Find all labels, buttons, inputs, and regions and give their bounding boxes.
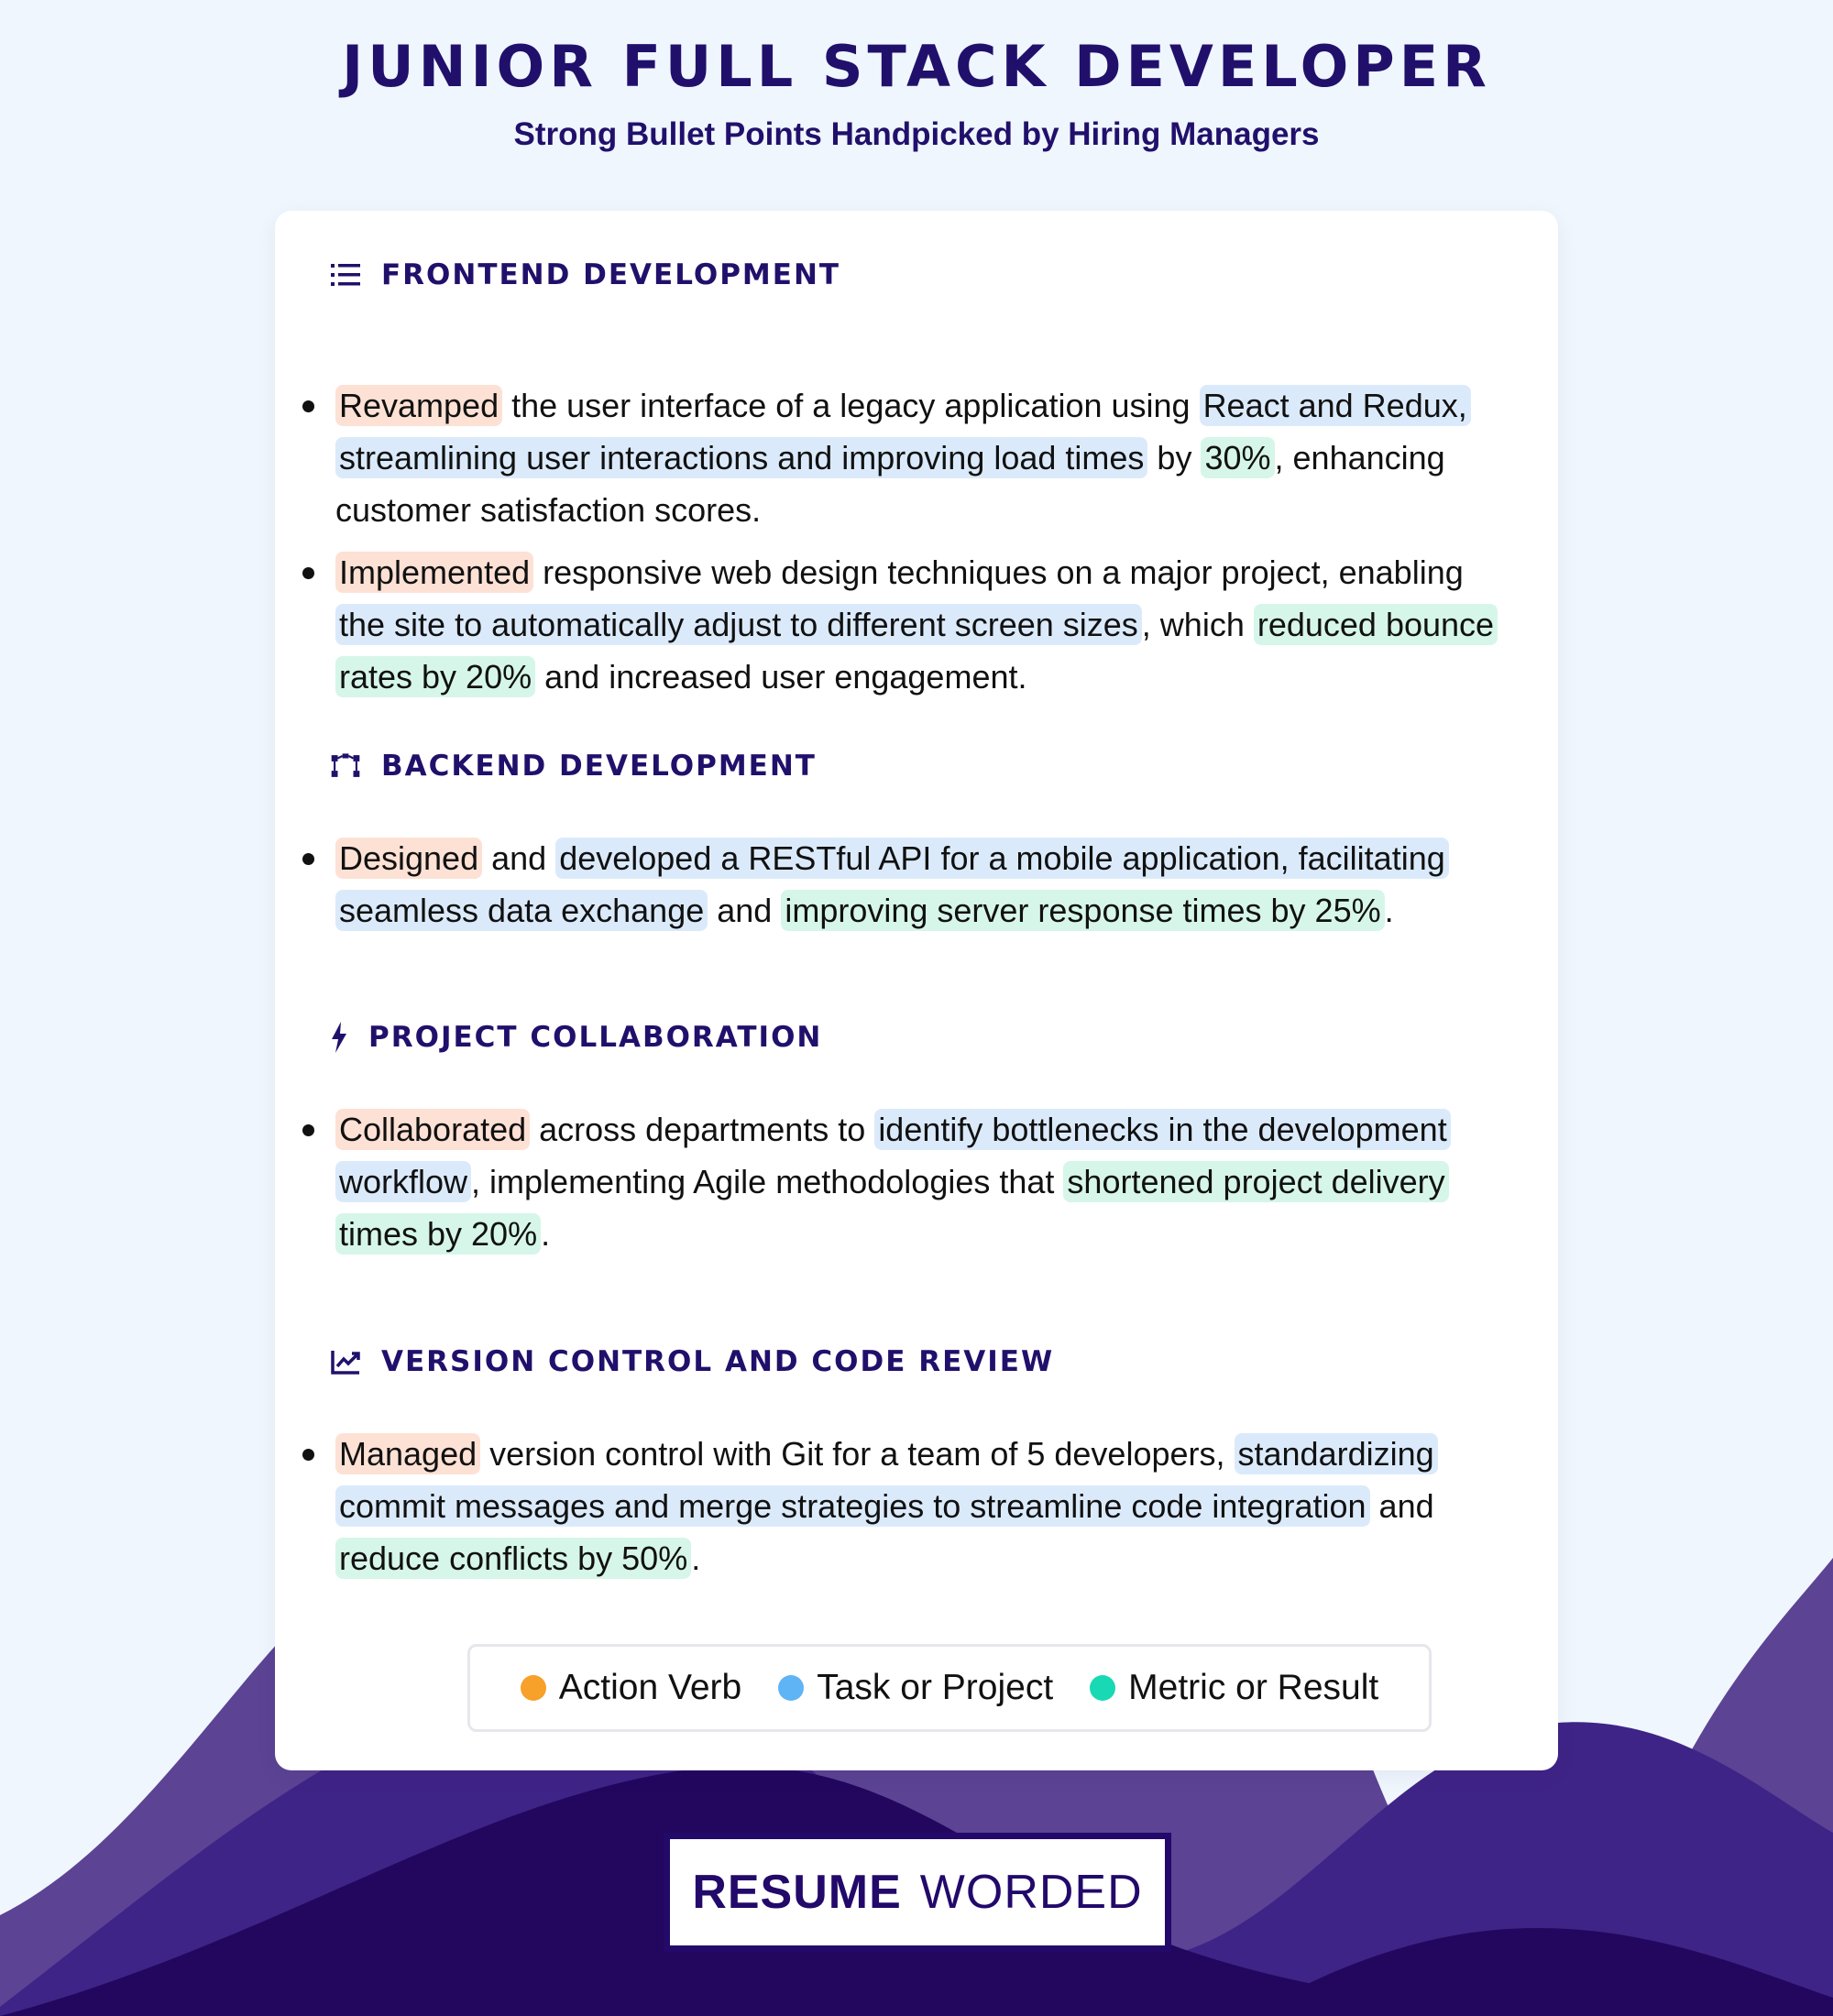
action-verb-highlight: Revamped — [335, 385, 502, 426]
page-subtitle: Strong Bullet Points Handpicked by Hiring Managers — [513, 116, 1320, 152]
section-header — [330, 1015, 822, 1059]
bullet-list — [275, 832, 1503, 947]
resume-card — [275, 211, 1558, 1770]
task-highlight: standardizing commit messages and merge strategies to streamline code integration — [335, 1433, 1438, 1527]
task-highlight: React and Redux, streamlining user interactions and improving load times — [335, 385, 1471, 478]
bullet-text: responsive web design techniques on a major project, enabling — [533, 553, 1464, 591]
lightning-bolt-icon — [330, 1022, 348, 1053]
task-highlight: developed a RESTful API for a mobile application, facilitating seamless data exchange — [335, 838, 1449, 931]
section-header — [330, 744, 817, 788]
bullet-text: , implementing Agile methodologies that — [471, 1163, 1064, 1200]
list-icon — [330, 259, 361, 290]
section-title: BACKEND DEVELOPMENT — [381, 750, 817, 783]
section-header — [330, 253, 840, 297]
bullet-text: and increased user engagement. — [535, 658, 1027, 696]
metric-highlight: 30% — [1201, 437, 1274, 478]
network-nodes-icon — [330, 751, 361, 782]
section-header — [330, 1340, 1054, 1384]
action-verb-highlight: Managed — [335, 1433, 480, 1474]
highlight-legend — [467, 1644, 1432, 1732]
bullet-text: by — [1147, 439, 1202, 477]
legend-item-action-verb — [521, 1668, 741, 1708]
legend-label: Metric or Result — [1128, 1668, 1379, 1707]
bullet-text: , enhancing customer satisfaction scores. — [335, 439, 1445, 529]
bullet-text: . — [541, 1215, 551, 1253]
metric-highlight: shortened project delivery times by 20% — [335, 1161, 1449, 1255]
legend-label: Task or Project — [817, 1668, 1054, 1707]
resume-worded-logo — [664, 1833, 1171, 1952]
bullet-item — [275, 1103, 1503, 1260]
page-header — [0, 33, 1833, 153]
bullet-item — [275, 546, 1503, 703]
task-highlight: identify bottlenecks in the development workflow — [335, 1109, 1451, 1202]
metric-highlight: improving server response times by 25% — [781, 890, 1384, 931]
metric-highlight: reduce conflicts by 50% — [335, 1538, 691, 1579]
bullet-text: . — [691, 1539, 701, 1577]
bullet-text: . — [1384, 892, 1394, 929]
bullet-list — [275, 1103, 1503, 1270]
logo-text-strong: RESUME — [692, 1866, 902, 1919]
section-title: FRONTEND DEVELOPMENT — [381, 258, 841, 291]
bullet-item — [275, 832, 1503, 937]
bullet-text: and — [482, 839, 556, 877]
bullet-list — [275, 379, 1503, 713]
trend-chart-icon — [330, 1346, 361, 1377]
teal-dot-icon — [1090, 1675, 1115, 1701]
bullet-text: the user interface of a legacy application using — [502, 387, 1200, 424]
bullet-item — [275, 1428, 1503, 1584]
bullet-text: and — [708, 892, 782, 929]
orange-dot-icon — [521, 1675, 546, 1701]
blue-dot-icon — [778, 1675, 804, 1701]
page-title: JUNIOR FULL STACK DEVELOPER — [342, 33, 1491, 100]
section-title: PROJECT COLLABORATION — [368, 1021, 823, 1054]
legend-item-task-or-project — [778, 1668, 1053, 1708]
bullet-text: version control with Git for a team of 5 developers, — [480, 1435, 1235, 1473]
bullet-text: across departments to — [530, 1111, 875, 1148]
action-verb-highlight: Designed — [335, 838, 482, 879]
bullet-list — [275, 1428, 1503, 1594]
logo-text-light: WORDED — [919, 1866, 1143, 1919]
legend-item-metric-or-result — [1090, 1668, 1378, 1708]
task-highlight: the site to automatically adjust to different screen sizes — [335, 604, 1142, 645]
bullet-item — [275, 379, 1503, 536]
metric-highlight: reduced bounce rates by 20% — [335, 604, 1498, 697]
action-verb-highlight: Implemented — [335, 552, 533, 593]
bullet-text: , which — [1141, 606, 1254, 643]
legend-label: Action Verb — [558, 1668, 742, 1707]
bullet-text: and — [1369, 1487, 1434, 1525]
section-title: VERSION CONTROL AND CODE REVIEW — [381, 1345, 1055, 1378]
action-verb-highlight: Collaborated — [335, 1109, 530, 1150]
